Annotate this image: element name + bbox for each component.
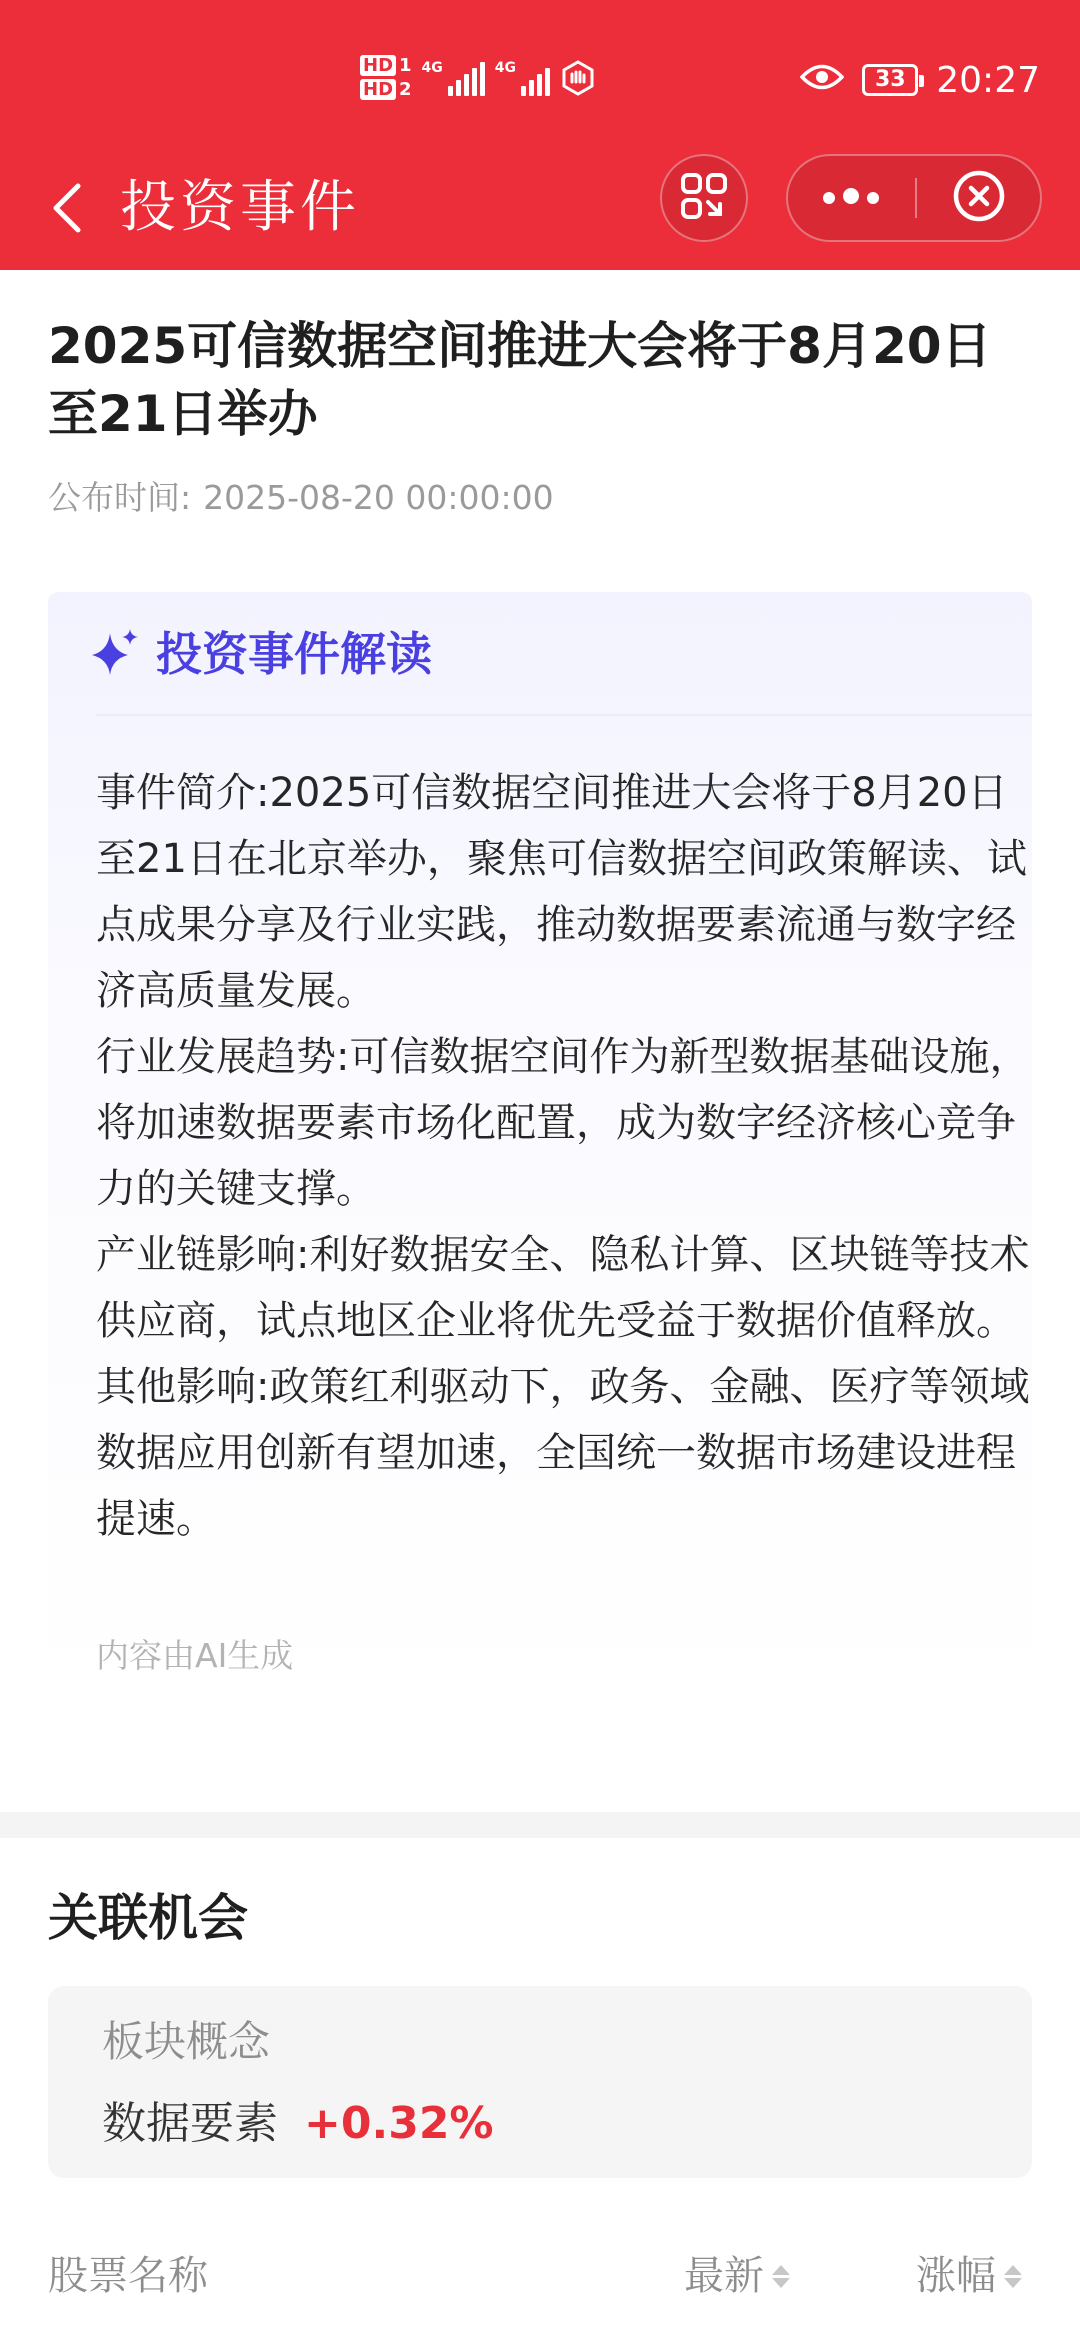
sector-concept-card[interactable]	[48, 1986, 1032, 2178]
col-change-sort[interactable]	[916, 2246, 1022, 2306]
hd2-label: HD	[360, 79, 396, 100]
article-title: 2025可信数据空间推进大会将于8月20日至21日举办	[48, 317, 992, 443]
battery-level: 33	[874, 67, 906, 92]
hd1-num: 1	[399, 55, 412, 76]
battery-icon	[862, 64, 918, 96]
sort-icon	[772, 2265, 790, 2288]
ai-card-divider	[96, 714, 1032, 716]
hd2-indicator	[360, 80, 412, 100]
hd1-indicator	[360, 56, 412, 76]
status-bar	[0, 0, 1080, 150]
col-stock-name: 股票名称	[48, 2253, 208, 2299]
back-arrow-icon[interactable]	[48, 178, 88, 238]
ai-interpretation-card	[48, 592, 1032, 1702]
close-circle-icon	[952, 169, 1006, 227]
app-header	[0, 0, 1080, 270]
publish-time	[48, 474, 554, 522]
hd2-num: 2	[399, 79, 412, 100]
col-latest-sort[interactable]	[684, 2246, 790, 2306]
signal-2-icon	[495, 60, 550, 96]
ai-card-header	[88, 622, 432, 686]
scan-button[interactable]	[660, 154, 748, 242]
ai-paragraph-summary: 事件简介:2025可信数据空间推进大会将于8月20日至21日在北京举办，聚焦可信数据空间政策解读、试点成果分享及行业实践，推动数据要素流通与数字经济高质量发展。	[96, 770, 1027, 1014]
status-bar-left	[360, 48, 596, 108]
ai-paragraph-other: 其他影响:政策红利驱动下，政务、金融、医疗等领域数据应用创新有望加速，全国统一数据市场建设进程提速。	[96, 1364, 1030, 1542]
col-latest-label: 最新	[684, 2253, 764, 2299]
qr-scan-icon	[680, 172, 728, 224]
nfc-icon	[560, 60, 596, 96]
status-bar-right	[800, 50, 1040, 110]
ai-card-body	[96, 760, 1032, 1552]
ai-paragraph-chain: 产业链影响:利好数据安全、隐私计算、区块链等技术供应商，试点地区企业将优先受益于数据价值释放。	[96, 1232, 1030, 1344]
publish-value: 2025-08-20 00:00:00	[203, 478, 554, 517]
related-section-title: 关联机会	[48, 1889, 248, 1947]
close-button[interactable]	[917, 156, 1041, 240]
signal-1-icon	[422, 60, 485, 96]
hd1-label: HD	[360, 55, 396, 76]
publish-label: 公布时间:	[48, 478, 192, 517]
sector-change: +0.32%	[304, 2098, 494, 2149]
ai-card-title: 投资事件解读	[156, 627, 432, 681]
ai-generated-note: 内容由AI生成	[96, 1636, 294, 1675]
sector-name: 数据要素	[102, 2098, 278, 2149]
net1-label: 4G	[421, 60, 443, 76]
nav-bar	[0, 150, 1080, 270]
section-divider	[0, 1812, 1080, 1838]
clock: 20:27	[936, 59, 1040, 101]
stock-table-header	[48, 2246, 1032, 2306]
col-change-label: 涨幅	[916, 2253, 996, 2299]
more-button[interactable]	[788, 156, 914, 240]
hd-indicators	[360, 56, 412, 100]
more-dots-icon	[819, 188, 883, 208]
sparkle-icon	[88, 625, 142, 683]
ai-paragraph-trend: 行业发展趋势:可信数据空间作为新型数据基础设施，将加速数据要素市场化配置，成为数字经济核心竞争力的关键支撑。	[96, 1034, 1030, 1212]
eye-icon	[800, 60, 844, 101]
mini-program-capsule	[786, 154, 1042, 242]
sort-icon	[1004, 2265, 1022, 2288]
sector-label: 板块概念	[102, 2017, 271, 2066]
page-title: 投资事件	[120, 175, 360, 240]
net2-label: 4G	[494, 60, 517, 76]
sector-row	[102, 2096, 494, 2152]
